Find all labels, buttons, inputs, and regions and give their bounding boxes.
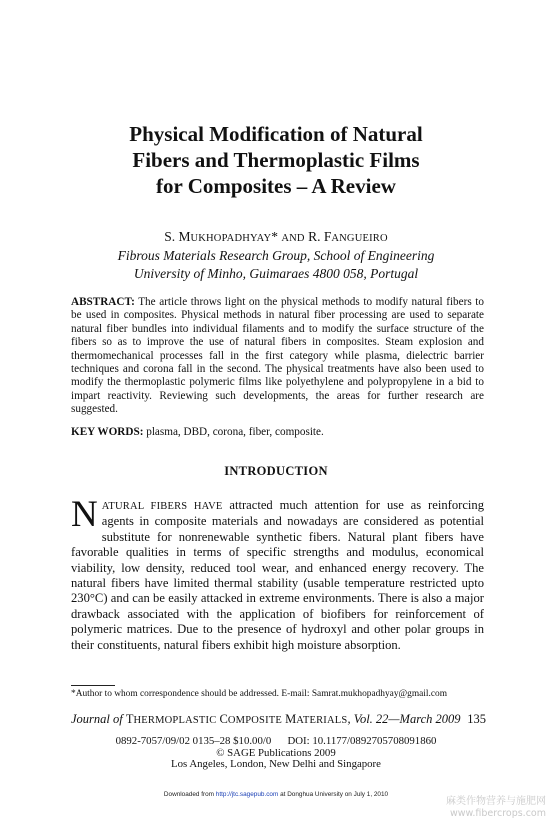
keywords — [71, 425, 484, 439]
title-line-1: Physical Modification of Natural — [129, 122, 423, 146]
footnote-rule — [71, 685, 115, 686]
author1-initial: S. M — [164, 229, 191, 244]
journal-volume: , Vol. 22—March 2009 — [347, 712, 461, 726]
journal-name-hermo: HERMOPLASTIC — [133, 715, 217, 726]
imprint-line-3: Los Angeles, London, New Delhi and Singapore — [171, 758, 381, 771]
footnote: *Author to whom correspondence should be addressed. E-mail: Samrat.mukhopadhyay@gmail.com — [71, 689, 447, 699]
section-heading-introduction: INTRODUCTION — [224, 464, 328, 478]
title-line-3: for Composites – A Review — [156, 174, 396, 198]
journal-name-c: C — [216, 712, 228, 726]
corresponding-mark: * — [271, 229, 282, 244]
drop-cap: N — [71, 494, 98, 535]
author1-surname: UKHOPADHYAY — [190, 233, 272, 244]
author-line — [40, 228, 512, 248]
author-conjunction: AND — [281, 233, 305, 244]
journal-name-m: M — [282, 712, 297, 726]
site-watermark — [428, 796, 546, 820]
author2-initial: R. F — [304, 229, 332, 244]
journal-name-omposite: OMPOSITE — [227, 715, 282, 726]
keywords-text: plasma, DBD, corona, fiber, composite. — [143, 426, 324, 438]
page-number: 135 — [467, 712, 486, 726]
journal-name-t: T — [125, 712, 134, 726]
journal-name-aterials: ATERIALS — [296, 715, 348, 726]
affiliation-line-2: University of Minho, Guimaraes 4800 058, Portugal — [133, 266, 419, 281]
affiliation — [40, 247, 512, 283]
article-title — [40, 121, 512, 199]
imprint-line-1: 0892-7057/09/02 0135–28 $10.00/0 DOI: 10.1177/0892705708091860 — [115, 735, 437, 747]
intro-text: attracted much attention for use as reinforcing agents in composite materials and nowadays are considered as potential substitute for nonrenewable synthetic fibers. Natural plant fibers have favorable qualities in terms of specific strengths and modulus, economical viability, low density, reduced tool wear, and enhanced energy recovery. The natural fibers have limited thermal stability (usable temperature restricted upto 230°C) and can be easily attacked in extreme environments. There is also a major drawback associated with the application of biofibers for reinforcement of polymeric matrices. Due to the presence of hydroxyl and other polar groups in their constituents, natural fibers exhibit high moisture absorption. — [71, 498, 485, 652]
introduction-paragraph — [71, 494, 485, 653]
affiliation-line-1: Fibrous Materials Research Group, School of Engineering — [117, 248, 435, 263]
download-notice — [80, 791, 472, 799]
abstract — [71, 296, 484, 417]
abstract-text: The article throws light on the physical methods to modify natural fibers to be used in composites. Physical methods in natural fiber processing are used to separate natural fiber bundles into individual filaments and to modify the surface structure of the fibers so as to improve the use of natural fibers in composites. Steam explosion and thermomechanical processes fall in the first category while plasma, dielectric barrier techniques and corona fall in the second. The physical treatments have also been used to modify the thermoplastic polymeric films like polyethylene and polypropylene in a bid to impart reactivity. Reviewing such developments, the areas for further research are suggested. — [71, 296, 484, 416]
watermark-line-1: 麻类作物营养与施肥网 — [446, 796, 546, 807]
keywords-label: KEY WORDS: — [71, 426, 144, 438]
journal-prefix: Journal of — [71, 712, 126, 726]
abstract-label: ABSTRACT: — [71, 296, 135, 308]
download-suffix: at Donghua University on July 1, 2010 — [278, 791, 389, 798]
author2-surname: ANGUEIRO — [331, 233, 388, 244]
intro-smallcaps: ATURAL FIBERS HAVE — [101, 501, 223, 512]
publisher-imprint — [100, 736, 452, 771]
watermark-url: www.fibercrops.com — [449, 808, 546, 819]
title-line-2: Fibers and Thermoplastic Films — [132, 148, 420, 172]
imprint-line-2: © SAGE Publications 2009 — [216, 746, 336, 759]
download-link[interactable]: http://jtc.sagepub.com — [215, 791, 279, 798]
download-prefix: Downloaded from — [163, 791, 216, 798]
journal-citation — [71, 712, 461, 728]
